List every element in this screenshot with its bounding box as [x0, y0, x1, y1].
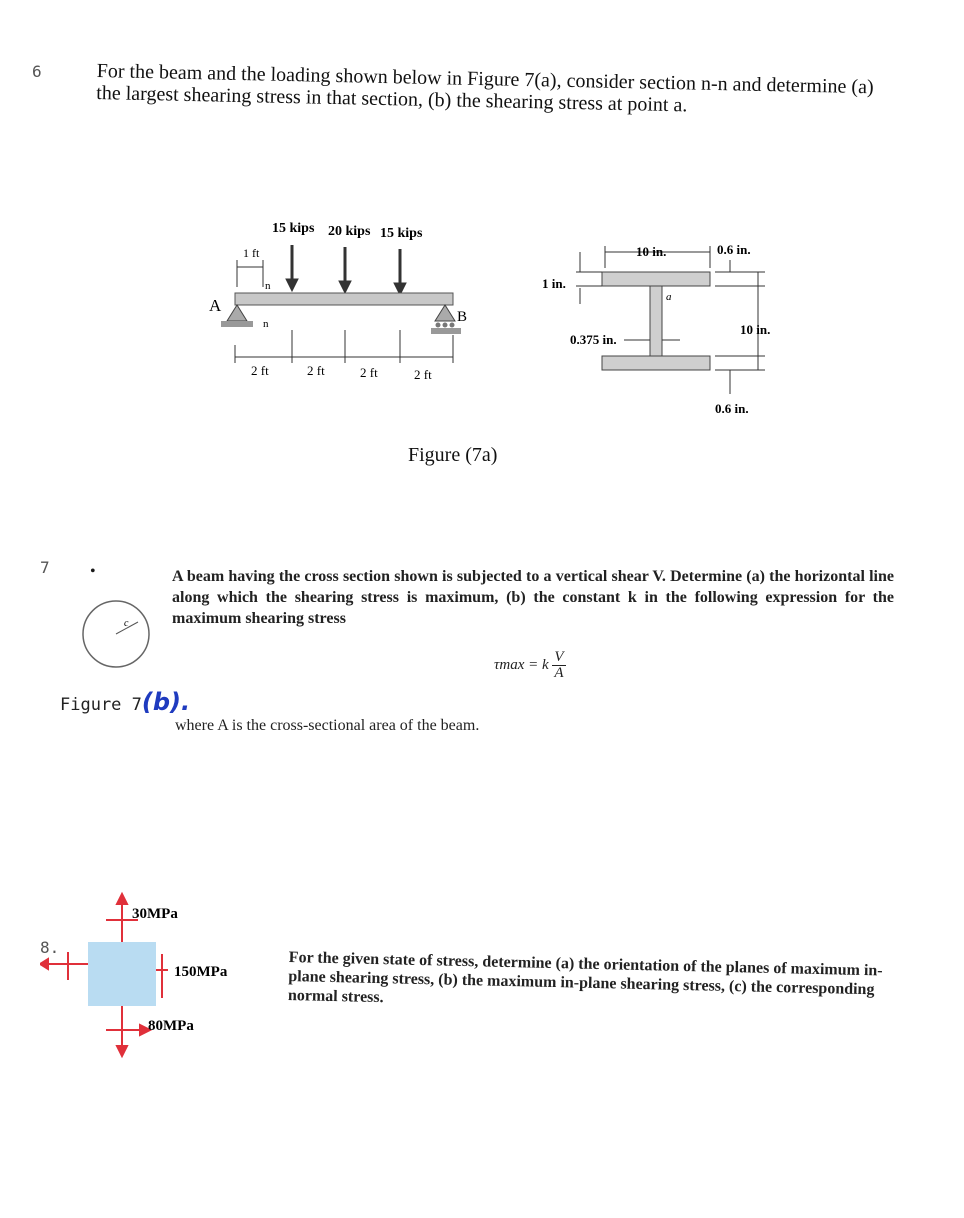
span-label-3: 2 ft: [360, 365, 378, 380]
roller-support-icon: [435, 305, 455, 321]
load-label-3: 15 kips: [380, 226, 423, 241]
dim-height: 10 in.: [740, 322, 771, 337]
formula-denominator: A: [554, 665, 564, 681]
formula-fraction: [552, 650, 565, 681]
i-beam-section: [540, 232, 785, 422]
formula-numerator: V: [554, 649, 564, 665]
dim-bottom-flange-thickness: 0.6 in.: [715, 401, 749, 416]
beam: [235, 293, 453, 305]
radius-label: c: [124, 618, 129, 629]
support-label-a: A: [209, 296, 222, 315]
formula-lhs: τmax: [494, 656, 525, 673]
bottom-stress-arrow: [106, 1006, 150, 1056]
dim-web-thickness: 0.375 in.: [570, 332, 617, 347]
span-label-1: 2 ft: [251, 363, 269, 378]
figure-7b-label: [60, 688, 190, 716]
section-label-top: n: [265, 280, 271, 292]
span-dimension-lines: [235, 330, 453, 363]
load-label-1: 15 kips: [272, 221, 315, 236]
where-text: where A is the cross-sectional area of the beam.: [175, 717, 480, 734]
stress-label-right: 150MPa: [174, 964, 228, 980]
stress-element: [88, 942, 156, 1006]
ground-hatch: [221, 321, 253, 327]
top-flange: [602, 272, 710, 286]
web: [650, 286, 662, 356]
dim-1in: 1 in.: [542, 276, 566, 291]
circular-section-figure: [80, 598, 152, 670]
span-label-2: 2 ft: [307, 363, 325, 378]
question-number-6: 6: [32, 62, 42, 81]
figure-7b-text: Figure 7: [60, 695, 142, 715]
bottom-flange: [602, 356, 710, 370]
stress-element-figure: [40, 890, 270, 1060]
beam-diagram: [195, 215, 485, 390]
stress-label-bottom: 80MPa: [148, 1018, 194, 1034]
dim-1ft: 1 ft: [243, 246, 260, 260]
question-7-text: A beam having the cross section shown is subjected to a vertical shear V. Determine (a) the horizontal line along which the shearing stress is maximum, (b) the constant k in the following expression for the maximum shearing stress: [172, 568, 894, 627]
question-7-bullet: •: [90, 563, 96, 580]
support-label-b: B: [457, 309, 468, 325]
section-label-bottom: n: [263, 318, 269, 330]
right-stress-arrow: [156, 954, 168, 998]
question-number-7: 7: [40, 558, 50, 577]
question-number-8: 8.: [40, 938, 60, 957]
pin-support-icon: [227, 305, 247, 321]
shear-formula: [494, 650, 566, 681]
question-6-text: For the beam and the loading shown below in Figure 7(a), consider section n-n and determine (a) the largest shearing stress in that section, (b) the shearing stress at point a.: [96, 60, 874, 117]
figure-7b-handwritten: (b).: [141, 688, 191, 716]
load-arrows: [286, 245, 406, 295]
question-8-text: For the given state of stress, determine (a) the orientation of the planes of maximum in-plane shearing stress, (b) the maximum in-plane shearing stress, (c) the corresponding normal stress.: [287, 948, 883, 1007]
left-stress-arrow: [40, 952, 88, 980]
formula-eq: = k: [528, 656, 549, 673]
stress-label-top: 30MPa: [132, 906, 178, 922]
load-label-2: 20 kips: [328, 224, 371, 239]
figure-7a-caption: Figure (7a): [408, 444, 498, 466]
dim-top-flange-thickness: 0.6 in.: [717, 242, 751, 257]
point-a-label: a: [666, 291, 672, 303]
dim-flange-width: 10 in.: [636, 244, 667, 259]
span-label-4: 2 ft: [414, 367, 432, 382]
